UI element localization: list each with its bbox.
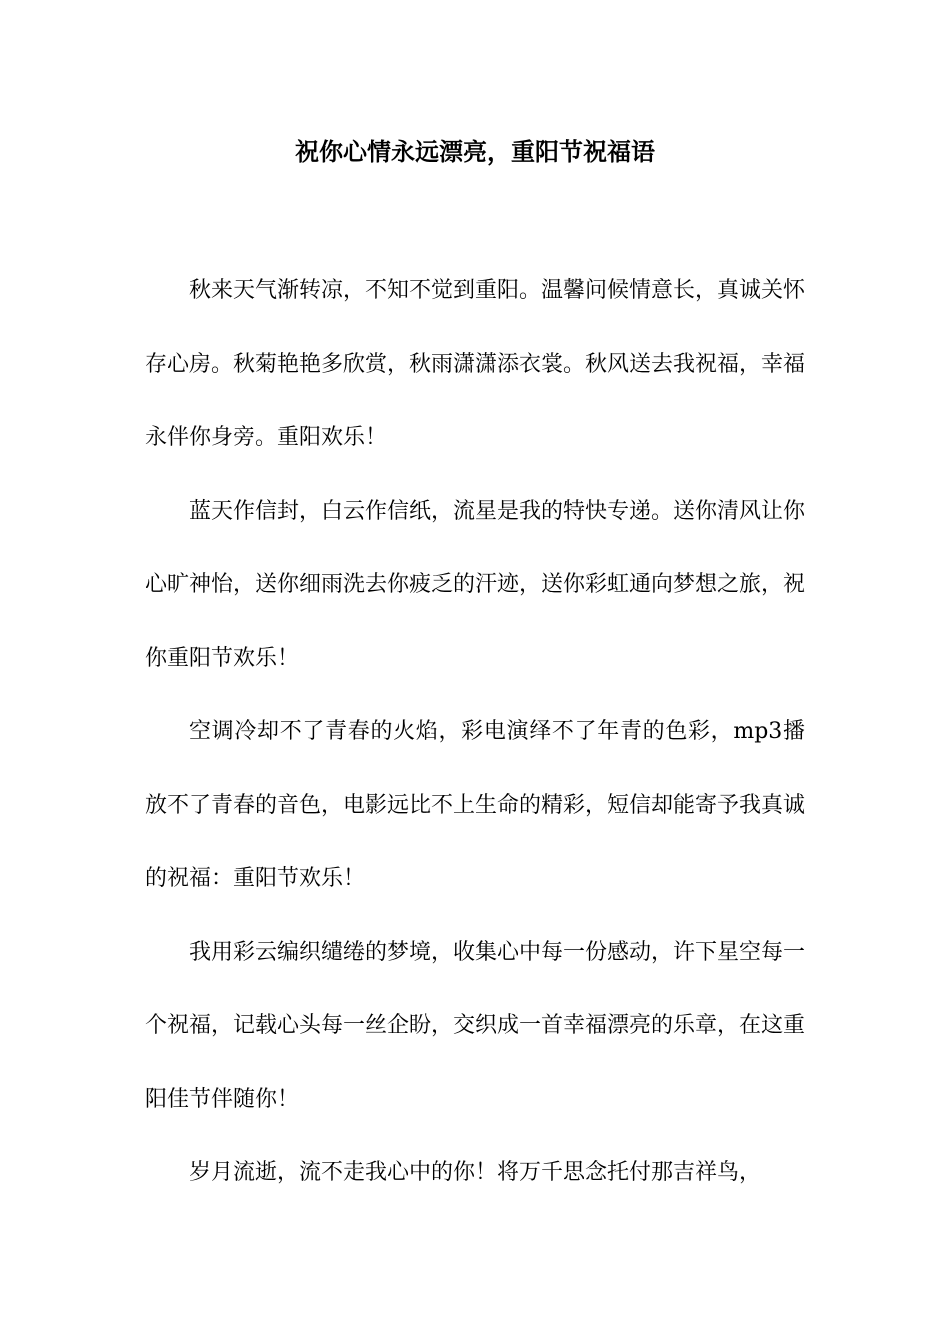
document-body [145, 254, 805, 1210]
paragraph-3: 空调冷却不了青春的火焰，彩电演绎不了年青的色彩，mp3播放不了青春的音色，电影远比不上生命的精彩，短信却能寄予我真诚的祝福：重阳节欢乐！ [145, 719, 806, 891]
document-title: 祝你心情永远漂亮，重阳节祝福语 [295, 137, 655, 166]
paragraph-4: 我用彩云编织缱绻的梦境，收集心中每一份感动，许下星空每一个祝福，记载心头每一丝企盼，交织成一首幸福漂亮的乐章，在这重阳佳节伴随你！ [145, 939, 806, 1112]
paragraph-5: 岁月流逝，流不走我心中的你！将万千思念托付那吉祥鸟， [189, 1160, 762, 1185]
paragraph-1: 秋来天气渐转凉，不知不觉到重阳。温馨问候情意长，真诚关怀存心房。秋菊艳艳多欣赏，秋雨潇潇添衣裳。秋风送去我祝福，幸福永伴你身旁。重阳欢乐！ [145, 278, 806, 450]
paragraph-2: 蓝天作信封，白云作信纸，流星是我的特快专递。送你清风让你心旷神怡，送你细雨洗去你疲乏的汗迹，送你彩虹通向梦想之旅，祝你重阳节欢乐！ [145, 498, 806, 671]
